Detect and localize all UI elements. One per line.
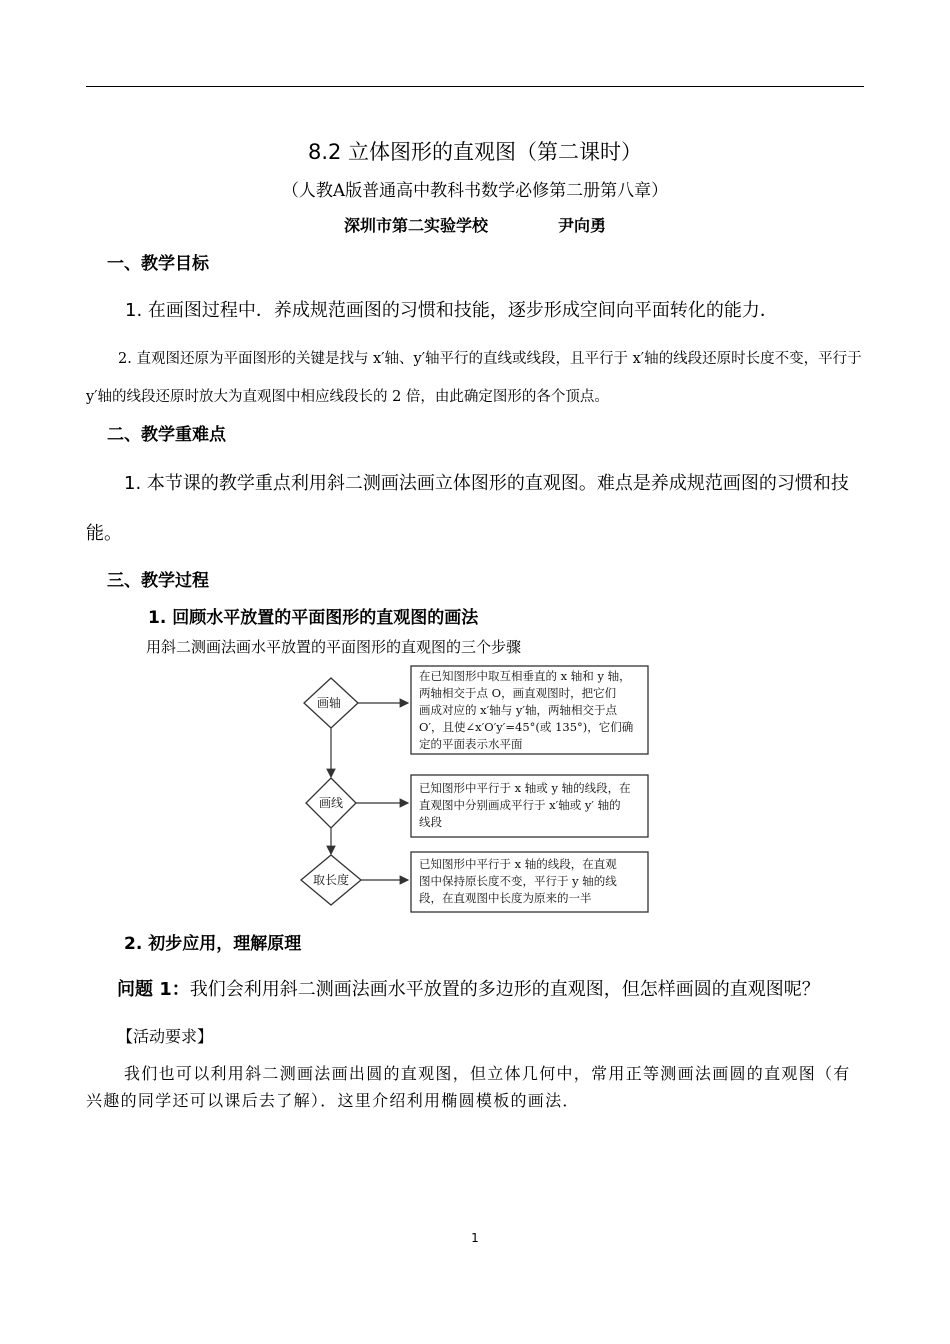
- step1-label: 画轴: [317, 696, 342, 710]
- question-1: [117, 975, 820, 1001]
- step1-line: 两轴相交于点 O，画直观图时，把它们: [419, 686, 617, 700]
- step2-line: 已知图形中平行于 x 轴或 y 轴的线段，在: [419, 781, 631, 795]
- step2-text: [419, 780, 631, 831]
- step3-label: 取长度: [313, 873, 350, 887]
- question-label: 问题 1：: [117, 979, 190, 1000]
- step3-line: 已知图形中平行于 x 轴的线段，在直观: [419, 857, 617, 871]
- step1-line: 画成对应的 x′轴与 y′轴，两轴相交于点: [419, 703, 618, 717]
- author-name: 尹向勇: [558, 216, 607, 235]
- step3-line: 图中保持原长度不变，平行于 y 轴的线: [419, 874, 617, 888]
- page-number: 1: [471, 1231, 479, 1245]
- author-line: [0, 213, 950, 236]
- section2-item1: 1. 本节课的教学重点利用斜二测画法画立体图形的直观图。难点是养成规范画图的习惯和技能。: [86, 473, 849, 544]
- activity-heading: 【活动要求】: [117, 1027, 214, 1046]
- section1-item1: 1. 在画图过程中．养成规范画图的习惯和技能，逐步形成空间向平面转化的能力．: [125, 300, 778, 321]
- step1-text: [419, 668, 633, 753]
- step2-label: 画线: [319, 796, 344, 810]
- section1-heading: 一、教学目标: [107, 254, 209, 274]
- step1-line: O′，且使∠x′O′y′=45°(或 135°)，它们确: [419, 720, 634, 734]
- section3-sub2: 2. 初步应用，理解原理: [124, 934, 302, 954]
- page-subtitle: （人教A版普通高中教科书数学必修第二册第八章）: [281, 181, 669, 201]
- page-title: 8.2 立体图形的直观图（第二课时）: [307, 140, 643, 164]
- section2-heading: 二、教学重难点: [107, 425, 226, 445]
- activity-text: 我们也可以利用斜二测画法画出圆的直观图，但立体几何中，常用正等测画法画圆的直观图（有兴趣的同学还可以课后去了解）．这里介绍利用椭圆模板的画法．: [86, 1064, 851, 1110]
- step1-line: 在已知图形中取互相垂直的 x 轴和 y 轴，: [419, 669, 631, 683]
- section3-sub1-desc: 用斜二测画法画水平放置的平面图形的直观图的三个步骤: [146, 638, 522, 656]
- step2-line: 直观图中分别画成平行于 x′轴或 y′ 轴的: [419, 798, 621, 812]
- section3-sub1: 1. 回顾水平放置的平面图形的直观图的画法: [148, 608, 479, 628]
- school-name: 深圳市第二实验学校: [343, 216, 488, 235]
- section1-item2: 2. 直观图还原为平面图形的关键是找与 x′轴、y′轴平行的直线或线段，且平行于 x′轴的线段还原时长度不变，平行于 y′轴的线段还原时放大为直观图中相应线段长的 2 倍，由此确定图形的各个顶点。: [86, 351, 862, 405]
- step2-line: 线段: [419, 815, 442, 829]
- step3-line: 段，在直观图中长度为原来的一半: [419, 891, 592, 905]
- header-rule: [86, 86, 864, 87]
- section3-heading: 三、教学过程: [107, 571, 209, 591]
- step1-line: 定的平面表示水平面: [419, 737, 523, 751]
- flowchart: [300, 664, 652, 916]
- question-text: 我们会利用斜二测画法画水平放置的多边形的直观图，但怎样画圆的直观图呢？: [189, 979, 820, 1000]
- step3-text: [419, 856, 617, 907]
